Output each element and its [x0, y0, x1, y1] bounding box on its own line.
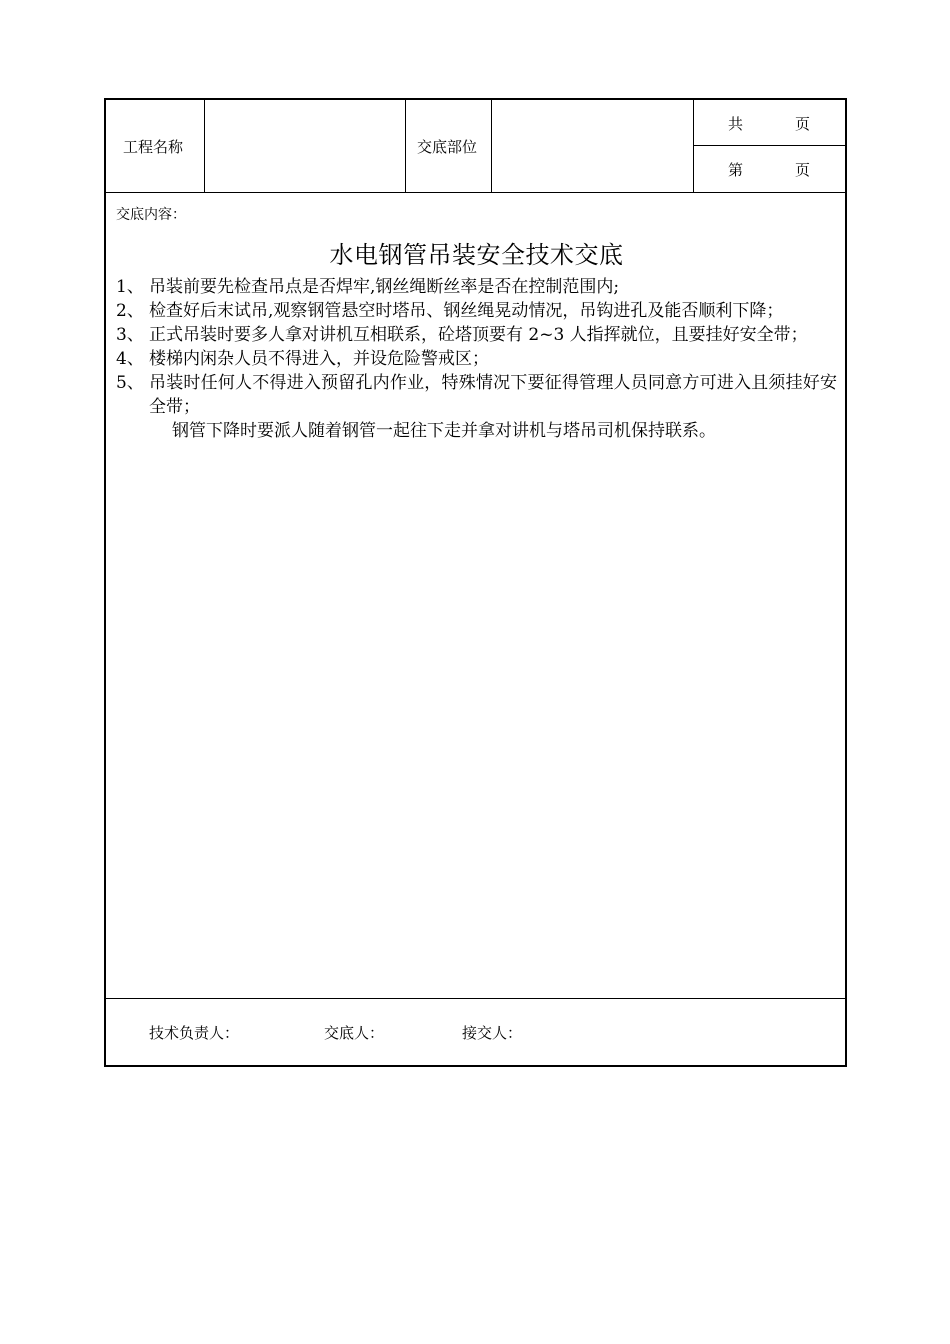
- item-text: 吊装时任何人不得进入预留孔内作业，特殊情况下要征得管理人员同意方可进入且须挂好安全带；: [149, 373, 837, 417]
- list-item: [116, 299, 837, 323]
- item-text: 正式吊装时要多人拿对讲机互相联系，砼塔顶要有 2~3 人指挥就位，且要挂好安全带；: [149, 325, 808, 345]
- tech-lead-signature-label: 技术负责人：: [149, 1024, 240, 1042]
- list-item: [116, 275, 837, 299]
- item-text: 楼梯内闲杂人员不得进入，并设危险警戒区；: [149, 349, 489, 369]
- receiver-signature-label: 接交人：: [462, 1024, 523, 1042]
- list-item: [116, 347, 837, 371]
- header-divider: [693, 100, 694, 193]
- signature-row: [106, 999, 845, 1065]
- presenter-signature-label: 交底人：: [324, 1024, 385, 1042]
- item-text: 检查好后末试吊,观察钢管悬空时塔吊、钢丝绳晃动情况，吊钩进孔及能否顺利下降；: [149, 301, 784, 321]
- list-item: [116, 371, 837, 419]
- item-number: 3、: [116, 325, 144, 345]
- header-divider: [491, 100, 492, 193]
- item-number: 4、: [116, 349, 144, 369]
- total-pages-label-prefix: 共: [728, 115, 744, 133]
- location-label: 交底部位: [417, 138, 478, 156]
- item-text: 吊装前要先检查吊点是否焊牢,钢丝绳断丝率是否在控制范围内;: [149, 277, 620, 297]
- page-number-label-suffix: 页: [795, 161, 811, 179]
- project-name-label: 工程名称: [123, 138, 184, 156]
- document-title: 水电钢管吊装安全技术交底: [329, 241, 624, 269]
- header-divider: [204, 100, 205, 193]
- content-area: [106, 193, 845, 999]
- disclosure-form: [104, 98, 847, 1067]
- content-label: 交底内容：: [116, 207, 186, 223]
- item-number: 2、: [116, 301, 144, 321]
- header-divider: [405, 100, 406, 193]
- total-pages-label-suffix: 页: [795, 115, 811, 133]
- page-cell-divider: [693, 145, 845, 146]
- page-number-label-prefix: 第: [728, 161, 744, 179]
- list-item: [116, 323, 837, 347]
- item-number: 5、: [116, 373, 144, 393]
- closing-note: 钢管下降时要派人随着钢管一起往下走并拿对讲机与塔吊司机保持联系。: [172, 421, 716, 441]
- item-number: 1、: [116, 277, 144, 297]
